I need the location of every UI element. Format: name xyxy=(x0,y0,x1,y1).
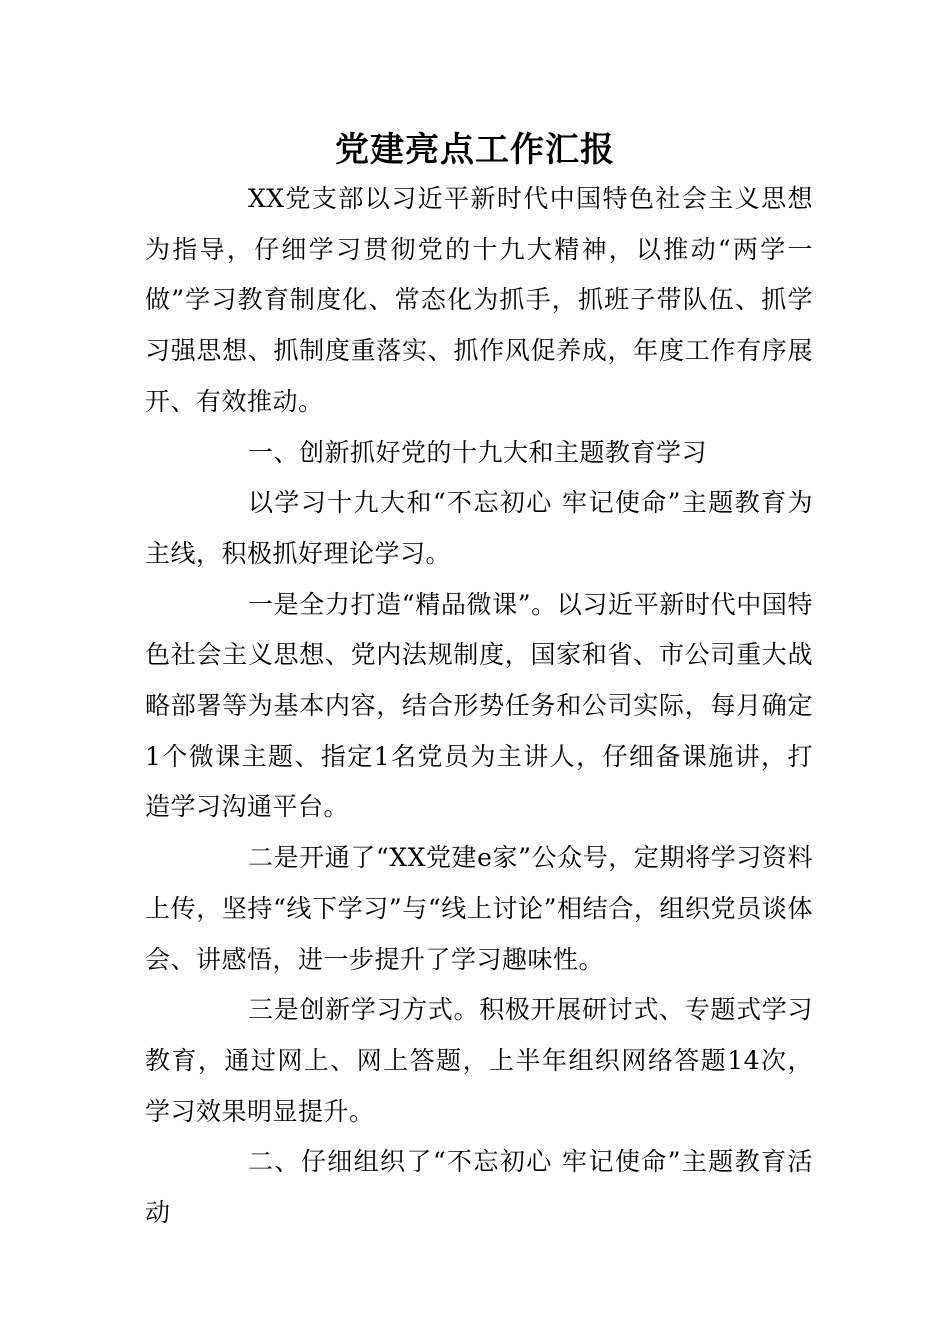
document-title: 党建亮点工作汇报 xyxy=(335,130,615,170)
paragraph-point-1: 一是全力打造“精品微课”。以习近平新时代中国特色社会主义思想、党内法规制度，国家和省、市公司重大战略部署等为基本内容，结合形势任务和公司实际，每月确定1个微课主题、指定1名党员为主讲人，仔细备课施讲，打造学习沟通平台。 xyxy=(145,589,813,822)
paragraph-intro: XX党支部以习近平新时代中国特色社会主义思想为指导，仔细学习贯彻党的十九大精神，以推动“两学一做”学习教育制度化、常态化为抓手，抓班子带队伍、抓学习强思想、抓制度重落实、抓作风促养成，年度工作有序展开、有效推动。 xyxy=(145,184,813,416)
section-heading-2: 二、仔细组织了“不忘初心 牢记使命”主题教育活动 xyxy=(145,1147,813,1228)
paragraph-main-line: 以学习十九大和“不忘初心 牢记使命”主题教育为主线，积极抓好理论学习。 xyxy=(145,488,813,568)
document-body xyxy=(145,174,813,1239)
paragraph-point-2: 二是开通了“XX党建e家”公众号，定期将学习资料上传，坚持“线下学习”与“线上讨论”相结合，组织党员谈体会、讲感悟，进一步提升了学习趣味性。 xyxy=(145,843,813,974)
section-heading-1: 一、创新抓好党的十九大和主题教育学习 xyxy=(248,437,708,467)
paragraph-point-3: 三是创新学习方式。积极开展研讨式、专题式学习教育，通过网上、网上答题，上半年组织网络答题14次，学习效果明显提升。 xyxy=(145,995,813,1126)
